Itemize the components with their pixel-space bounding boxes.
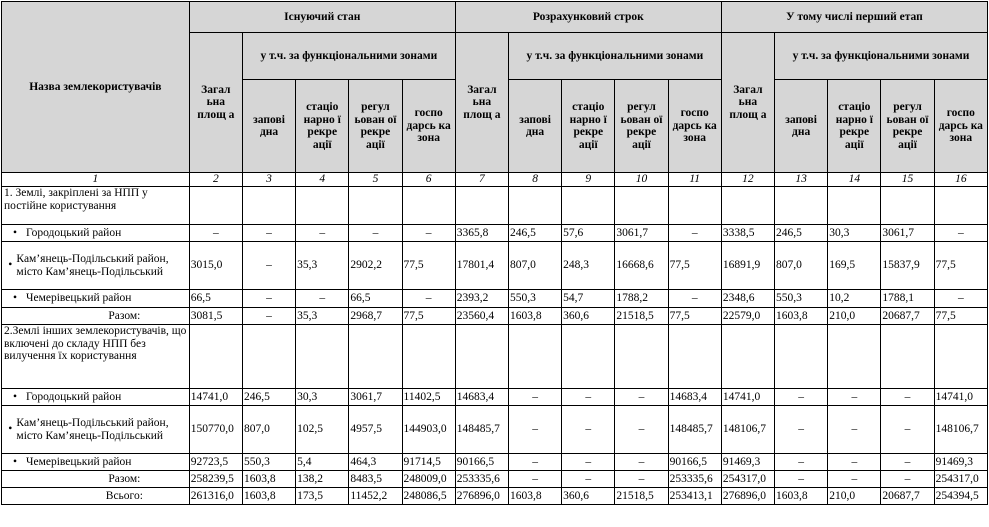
column-number: 13 (775, 173, 828, 187)
row-label-cell (2, 242, 190, 290)
value-cell: – (615, 389, 668, 406)
empty-cell (189, 187, 242, 225)
total-row (2, 471, 988, 488)
value-cell: 14683,4 (455, 389, 508, 406)
empty-cell (881, 187, 934, 225)
value-cell: 464,3 (349, 454, 402, 471)
value-cell: – (242, 242, 295, 290)
table-body (2, 173, 988, 505)
zone-header-economic: госпо дарсь ка зона (668, 80, 721, 173)
value-cell: 3081,5 (189, 308, 242, 325)
row-label-cell (2, 454, 190, 471)
zone-header-reserve: запові дна (775, 80, 828, 173)
empty-cell (828, 325, 881, 389)
value-cell: 11402,5 (402, 389, 455, 406)
value-cell: 148106,7 (721, 406, 774, 454)
value-cell: – (828, 454, 881, 471)
empty-cell (296, 187, 349, 225)
value-cell: – (349, 225, 402, 242)
empty-cell (189, 325, 242, 389)
zone-header-regulated-recreation: регул ьован ої рекре ації (881, 80, 934, 173)
name-column-header: Назва землекористувачів (2, 2, 190, 173)
value-cell: 1603,8 (775, 488, 828, 505)
value-cell: 11452,2 (349, 488, 402, 505)
value-cell: – (508, 471, 561, 488)
column-number: 14 (828, 173, 881, 187)
value-cell: 248,3 (562, 242, 615, 290)
value-cell: – (296, 225, 349, 242)
value-cell: 246,5 (242, 389, 295, 406)
value-cell: 3338,5 (721, 225, 774, 242)
value-cell: 1603,8 (242, 471, 295, 488)
table-row (2, 242, 988, 290)
value-cell: 254317,0 (934, 471, 987, 488)
value-cell: – (508, 454, 561, 471)
value-cell: 10,2 (828, 290, 881, 308)
value-cell: 3061,7 (615, 225, 668, 242)
zone-header-stationary-recreation: стаціо нарно ї рекре ації (562, 80, 615, 173)
zones-header: у т.ч. за функціональними зонами (508, 33, 721, 80)
value-cell: 173,5 (296, 488, 349, 505)
value-cell: 1603,8 (775, 308, 828, 325)
table-row (2, 454, 988, 471)
bullet-icon: • (12, 390, 18, 403)
value-cell: – (562, 406, 615, 454)
empty-cell (242, 325, 295, 389)
column-number-row (2, 173, 988, 187)
value-cell: 2902,2 (349, 242, 402, 290)
value-cell: 77,5 (668, 242, 721, 290)
value-cell: 14741,0 (721, 389, 774, 406)
empty-cell (402, 325, 455, 389)
group-header-first-stage: У тому числі перший етап (721, 2, 987, 33)
value-cell: 246,5 (775, 225, 828, 242)
value-cell: 54,7 (562, 290, 615, 308)
value-cell: – (881, 471, 934, 488)
value-cell: 1603,8 (242, 488, 295, 505)
row-label: Чемерівецький район (26, 455, 132, 468)
empty-cell (721, 325, 774, 389)
value-cell: 22579,0 (721, 308, 774, 325)
value-cell: 77,5 (668, 308, 721, 325)
total-label: Всього: (2, 488, 190, 505)
empty-cell (242, 187, 295, 225)
bullet-icon: • (8, 259, 13, 272)
value-cell: 550,3 (242, 454, 295, 471)
value-cell: 21518,5 (615, 308, 668, 325)
total-label: Разом: (2, 471, 190, 488)
table-header (2, 2, 988, 173)
value-cell: 5,4 (296, 454, 349, 471)
table-row (2, 225, 988, 242)
value-cell: – (775, 389, 828, 406)
value-cell: 1788,2 (615, 290, 668, 308)
column-number: 9 (562, 173, 615, 187)
value-cell: – (402, 225, 455, 242)
column-number: 3 (242, 173, 295, 187)
value-cell: 148485,7 (668, 406, 721, 454)
value-cell: – (296, 290, 349, 308)
value-cell: – (881, 389, 934, 406)
value-cell: – (562, 389, 615, 406)
value-cell: 550,3 (775, 290, 828, 308)
section-label: 1. Землі, закріплені за НПП у постійне користування (2, 187, 190, 225)
value-cell: 1603,8 (508, 488, 561, 505)
row-label-cell (2, 290, 190, 308)
empty-cell (508, 187, 561, 225)
value-cell: 360,6 (562, 308, 615, 325)
row-label: Кам’янець-Подільський район, місто Кам’янець-Подільський (16, 417, 169, 442)
total-row (2, 488, 988, 505)
value-cell: – (881, 454, 934, 471)
value-cell: 261316,0 (189, 488, 242, 505)
value-cell: 248009,0 (402, 471, 455, 488)
value-cell: 66,5 (189, 290, 242, 308)
column-number: 12 (721, 173, 774, 187)
zone-header-stationary-recreation: стаціо нарно ї рекре ації (828, 80, 881, 173)
value-cell: – (828, 471, 881, 488)
value-cell: 1603,8 (508, 308, 561, 325)
value-cell: – (615, 454, 668, 471)
value-cell: 23560,4 (455, 308, 508, 325)
value-cell: – (775, 454, 828, 471)
value-cell: 210,0 (828, 488, 881, 505)
value-cell: 276896,0 (721, 488, 774, 505)
value-cell: 77,5 (934, 308, 987, 325)
value-cell: 20687,7 (881, 308, 934, 325)
zones-header: у т.ч. за функціональними зонами (242, 33, 455, 80)
value-cell: – (562, 471, 615, 488)
bullet-icon: • (12, 455, 18, 468)
empty-cell (296, 325, 349, 389)
group-header-calculated: Розрахунковий строк (455, 2, 721, 33)
empty-cell (402, 187, 455, 225)
group-header-existing: Існуючий стан (189, 2, 455, 33)
value-cell: 14741,0 (189, 389, 242, 406)
column-number: 10 (615, 173, 668, 187)
value-cell: – (189, 225, 242, 242)
row-label: Городоцький район (26, 390, 122, 403)
empty-cell (508, 325, 561, 389)
value-cell: 144903,0 (402, 406, 455, 454)
value-cell: 246,5 (508, 225, 561, 242)
table-row (2, 389, 988, 406)
empty-cell (775, 325, 828, 389)
bullet-icon: • (12, 226, 18, 239)
empty-cell (349, 187, 402, 225)
empty-cell (455, 325, 508, 389)
empty-cell (934, 187, 987, 225)
section-label: 2.Землі інших землекористувачів, що включені до складу НПП без вилучення їх користування (2, 325, 190, 389)
land-users-table (1, 1, 988, 505)
value-cell: 2968,7 (349, 308, 402, 325)
total-row (2, 308, 988, 325)
value-cell: 138,2 (296, 471, 349, 488)
value-cell: – (775, 471, 828, 488)
empty-cell (668, 325, 721, 389)
bullet-icon: • (12, 292, 18, 305)
value-cell: 258239,5 (189, 471, 242, 488)
value-cell: 66,5 (349, 290, 402, 308)
empty-cell (615, 325, 668, 389)
column-number: 4 (296, 173, 349, 187)
value-cell: 16891,9 (721, 242, 774, 290)
value-cell: – (828, 389, 881, 406)
value-cell: 35,3 (296, 308, 349, 325)
column-number: 5 (349, 173, 402, 187)
value-cell: 148485,7 (455, 406, 508, 454)
value-cell: 91469,3 (934, 454, 987, 471)
value-cell: – (242, 308, 295, 325)
value-cell: 20687,7 (881, 488, 934, 505)
value-cell: 92723,5 (189, 454, 242, 471)
value-cell: 17801,4 (455, 242, 508, 290)
value-cell: 3015,0 (189, 242, 242, 290)
zones-header: у т.ч. за функціональними зонами (775, 33, 988, 80)
empty-cell (349, 325, 402, 389)
empty-cell (775, 187, 828, 225)
column-number: 7 (455, 173, 508, 187)
value-cell: – (775, 406, 828, 454)
value-cell: 35,3 (296, 242, 349, 290)
column-number: 1 (2, 173, 190, 187)
value-cell: – (615, 406, 668, 454)
value-cell: 91469,3 (721, 454, 774, 471)
value-cell: – (508, 406, 561, 454)
value-cell: 3061,7 (349, 389, 402, 406)
row-label: Чемерівецький район (26, 292, 132, 305)
value-cell: 3365,8 (455, 225, 508, 242)
zone-header-reserve: запові дна (242, 80, 295, 173)
value-cell: 276896,0 (455, 488, 508, 505)
table-row (2, 406, 988, 454)
empty-cell (562, 187, 615, 225)
value-cell: 77,5 (402, 242, 455, 290)
value-cell: – (934, 290, 987, 308)
value-cell: 253335,6 (455, 471, 508, 488)
empty-cell (668, 187, 721, 225)
value-cell: 14741,0 (934, 389, 987, 406)
value-cell: – (881, 406, 934, 454)
row-label: Городоцький район (26, 226, 122, 239)
total-label: Разом: (2, 308, 190, 325)
column-number: 8 (508, 173, 561, 187)
value-cell: 21518,5 (615, 488, 668, 505)
row-label-cell (2, 406, 190, 454)
value-cell: 77,5 (402, 308, 455, 325)
value-cell: 14683,4 (668, 389, 721, 406)
value-cell: – (668, 225, 721, 242)
table-row (2, 290, 988, 308)
value-cell: 57,6 (562, 225, 615, 242)
value-cell: – (934, 225, 987, 242)
value-cell: 807,0 (508, 242, 561, 290)
row-label: Кам’янець-Подільський район, місто Кам’янець-Подільський (16, 253, 169, 278)
section-row (2, 325, 988, 389)
value-cell: – (242, 290, 295, 308)
zone-header-economic: госпо дарсь ка зона (934, 80, 987, 173)
row-label-cell (2, 389, 190, 406)
value-cell: 90166,5 (668, 454, 721, 471)
value-cell: 148106,7 (934, 406, 987, 454)
value-cell: 8483,5 (349, 471, 402, 488)
value-cell: 253335,6 (668, 471, 721, 488)
value-cell: 102,5 (296, 406, 349, 454)
value-cell: 3061,7 (881, 225, 934, 242)
value-cell: 4957,5 (349, 406, 402, 454)
total-area-header: Загал ьна площ а (189, 33, 242, 173)
zone-header-economic: госпо дарсь ка зона (402, 80, 455, 173)
total-area-header: Загал ьна площ а (455, 33, 508, 173)
empty-cell (615, 187, 668, 225)
value-cell: 248086,5 (402, 488, 455, 505)
value-cell: 1788,1 (881, 290, 934, 308)
value-cell: 254317,0 (721, 471, 774, 488)
empty-cell (562, 325, 615, 389)
column-number: 6 (402, 173, 455, 187)
column-number: 11 (668, 173, 721, 187)
value-cell: 169,5 (828, 242, 881, 290)
value-cell: 2393,2 (455, 290, 508, 308)
value-cell: – (242, 225, 295, 242)
column-number: 16 (934, 173, 987, 187)
value-cell: – (668, 290, 721, 308)
value-cell: 30,3 (828, 225, 881, 242)
empty-cell (455, 187, 508, 225)
value-cell: 150770,0 (189, 406, 242, 454)
value-cell: 77,5 (934, 242, 987, 290)
value-cell: 254394,5 (934, 488, 987, 505)
value-cell: – (508, 389, 561, 406)
value-cell: 210,0 (828, 308, 881, 325)
value-cell: – (615, 471, 668, 488)
value-cell: 30,3 (296, 389, 349, 406)
value-cell: 807,0 (242, 406, 295, 454)
value-cell: 15837,9 (881, 242, 934, 290)
zone-header-stationary-recreation: стаціо нарно ї рекре ації (296, 80, 349, 173)
value-cell: – (402, 290, 455, 308)
value-cell: 90166,5 (455, 454, 508, 471)
empty-cell (881, 325, 934, 389)
empty-cell (721, 187, 774, 225)
value-cell: – (562, 454, 615, 471)
value-cell: 16668,6 (615, 242, 668, 290)
row-label-cell (2, 225, 190, 242)
value-cell: 91714,5 (402, 454, 455, 471)
total-area-header: Загал ьна площ а (721, 33, 774, 173)
zone-header-reserve: запові дна (508, 80, 561, 173)
zone-header-regulated-recreation: регул ьован ої рекре ації (349, 80, 402, 173)
value-cell: 360,6 (562, 488, 615, 505)
section-row (2, 187, 988, 225)
empty-cell (828, 187, 881, 225)
value-cell: – (828, 406, 881, 454)
value-cell: 2348,6 (721, 290, 774, 308)
value-cell: 807,0 (775, 242, 828, 290)
column-number: 2 (189, 173, 242, 187)
column-number: 15 (881, 173, 934, 187)
zone-header-regulated-recreation: регул ьован ої рекре ації (615, 80, 668, 173)
value-cell: 550,3 (508, 290, 561, 308)
value-cell: 253413,1 (668, 488, 721, 505)
bullet-icon: • (8, 423, 13, 436)
empty-cell (934, 325, 987, 389)
